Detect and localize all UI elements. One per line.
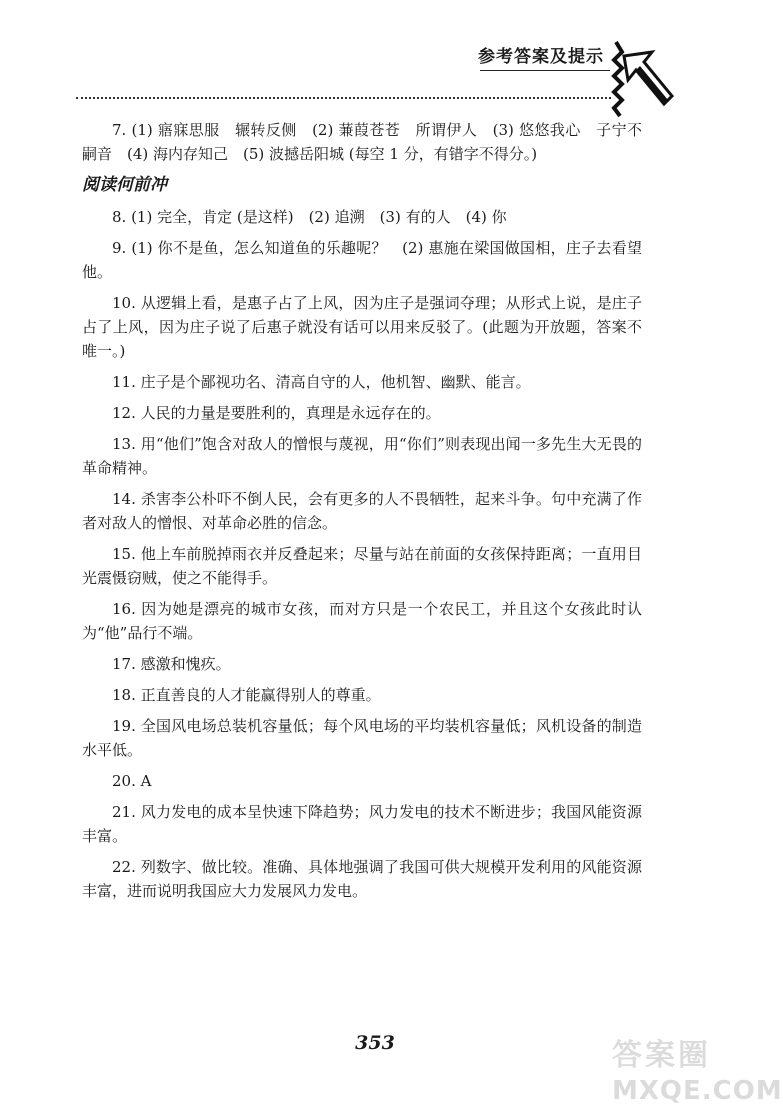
answer-item: 9. (1) 你不是鱼，怎么知道鱼的乐趣呢？ (2) 惠施在梁国做国相，庄子去看望他。 — [82, 239, 642, 281]
answer-item: 20. A — [112, 772, 152, 790]
answer-item: 19. 全国风电场总装机容量低；每个风电场的平均装机容量低；风机设备的制造水平低。 — [82, 717, 642, 759]
header-title: 参考答案及提示 — [478, 47, 604, 67]
header-dotted-divider — [76, 97, 611, 99]
answer-item: 7. (1) 寤寐思服 辗转反侧 (2) 蒹葭苍苍 所谓伊人 (3) 悠悠我心 子宁不嗣音 (4) 海内存知己 (5) 波撼岳阳城 (每空 1 分，有错字不得分。) — [82, 121, 642, 163]
answer-item: 15. 他上车前脱掉雨衣并反叠起来；尽量与站在前面的女孩保持距离；一直用目光震慑窃贼，使之不能得手。 — [82, 545, 642, 587]
section-title: 阅读何前冲 — [82, 175, 167, 195]
answer-item: 22. 列数字、做比较。准确、具体地强调了我国可供大规模开发利用的风能资源丰富，进而说明我国应大力发展风力发电。 — [82, 858, 642, 900]
answer-item: 17. 感激和愧疚。 — [112, 655, 231, 673]
page-number: 353 — [355, 1032, 395, 1054]
answer-item: 13. 用“他们”饱含对敌人的憎恨与蔑视，用“你们”则表现出闻一多先生大无畏的革命精神。 — [82, 435, 642, 477]
answer-item: 18. 正直善良的人才能赢得别人的尊重。 — [112, 686, 381, 704]
answer-item: 8. (1) 完全，肯定 (是这样) (2) 追溯 (3) 有的人 (4) 你 — [112, 208, 507, 226]
answer-item: 16. 因为她是漂亮的城市女孩，而对方只是一个农民工，并且这个女孩此时认为“他”品行不端。 — [82, 600, 642, 642]
answer-content — [82, 118, 642, 910]
answer-item: 11. 庄子是个鄙视功名、清高自守的人，他机智、幽默、能言。 — [112, 373, 531, 391]
arrow-icon — [606, 38, 678, 118]
page-header — [0, 0, 750, 120]
answer-item: 21. 风力发电的成本呈快速下降趋势；风力发电的技术不断进步；我国风能资源丰富。 — [82, 803, 642, 845]
watermark-logo — [612, 1030, 783, 1110]
answer-item: 10. 从逻辑上看，是惠子占了上风，因为庄子是强词夺理；从形式上说，是庄子占了上风，因为庄子说了后惠子就没有话可以用来反驳了。(此题为开放题，答案不唯一。) — [82, 294, 642, 360]
answer-item: 14. 杀害李公朴吓不倒人民，会有更多的人不畏牺牲，起来斗争。句中充满了作者对敌人的憎恨、对革命必胜的信念。 — [82, 490, 642, 532]
header-rule — [480, 70, 610, 71]
watermark-text: 答案圈 — [612, 1038, 711, 1073]
answer-item: 12. 人民的力量是要胜利的，真理是永远存在的。 — [112, 404, 441, 422]
watermark-url: MXQE.COM — [612, 1076, 783, 1106]
